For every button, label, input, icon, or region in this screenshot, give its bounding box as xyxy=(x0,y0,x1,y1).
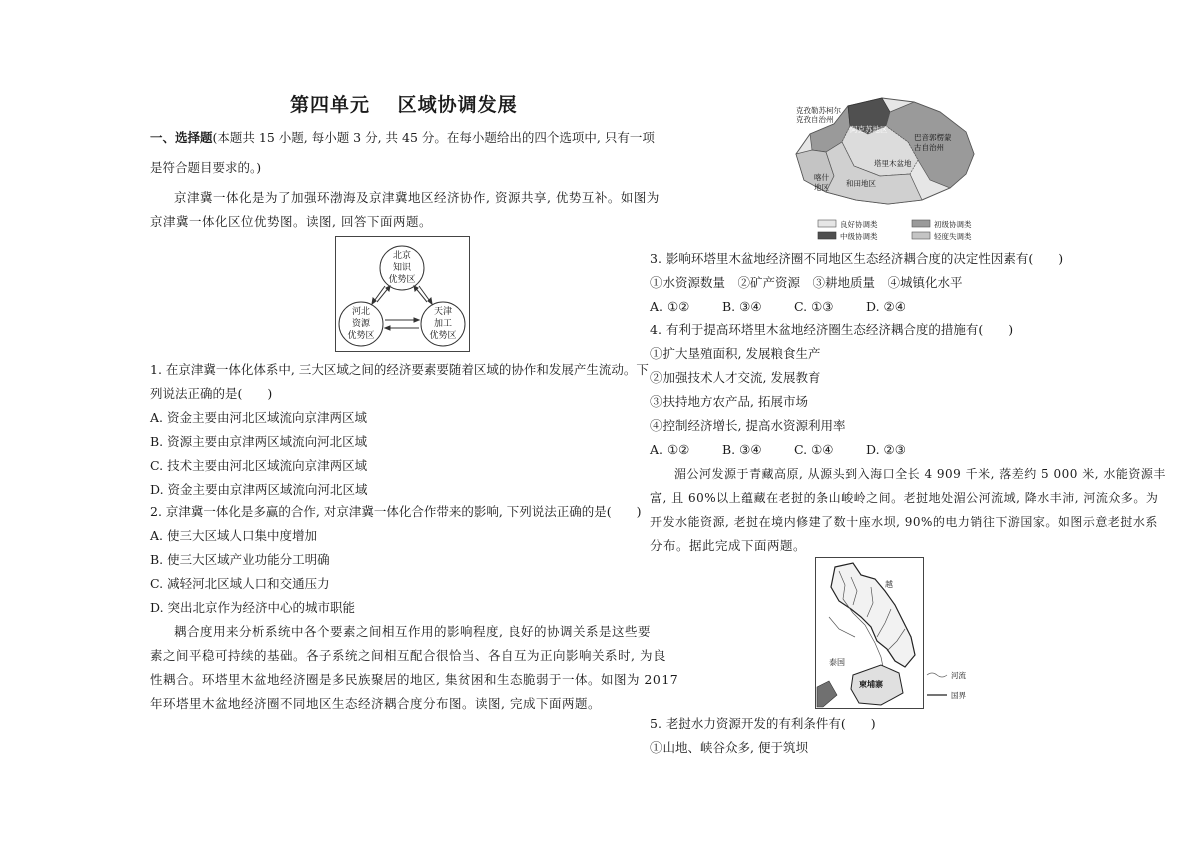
region-label: 克孜勒苏柯尔 xyxy=(796,106,841,115)
legend-label: 中级协调类 xyxy=(840,232,878,241)
q4-item: ②加强技术人才交流, 发展教育 xyxy=(650,370,821,385)
q4-item: ①扩大垦殖面积, 发展粮食生产 xyxy=(650,346,821,361)
passage2-line: 素之间平稳可持续的基础。各子系统之间相互配合很恰当、各自互为正向影响关系时, 为良 xyxy=(150,648,666,663)
map-label-cambodia: 柬埔寨 xyxy=(859,680,883,689)
q1-option-b: B. 资源主要由京津两区域流向河北区域 xyxy=(150,434,368,449)
legend-swatch-middle xyxy=(818,232,836,239)
tarim-coupling-map xyxy=(790,96,990,244)
q4-option-c: C. ①④ xyxy=(794,442,834,457)
tianjin-label: 优势区 xyxy=(429,331,457,341)
q4-item: ③扶持地方农产品, 拓展市场 xyxy=(650,394,808,409)
region-label: 塔里木盆地 xyxy=(874,159,912,168)
page-title: 第四单元 区域协调发展 xyxy=(290,94,518,116)
passage3-line: 湄公河发源于青藏高原, 从源头到入海口全长 4 909 千米, 落差约 5 000 米, 水能资源丰 xyxy=(674,467,1166,481)
legend-label: 轻度失调类 xyxy=(934,232,972,241)
region-label: 和田地区 xyxy=(846,179,876,188)
q1-stem: 1. 在京津冀一体化体系中, 三大区域之间的经济要素要随着区域的协作和发展产生流动。下 xyxy=(150,362,649,377)
q5-item: ①山地、峡谷众多, 便于筑坝 xyxy=(650,740,808,755)
section-heading: 一、选择题 xyxy=(150,130,213,145)
q4-option-a: A. ①② xyxy=(650,442,690,457)
q2-option-d: D. 突出北京作为经济中心的城市职能 xyxy=(150,600,356,615)
jingjinji-diagram-svg xyxy=(335,236,470,352)
q3-options xyxy=(650,299,906,315)
region-label: 喀什 xyxy=(814,173,829,182)
section-intro xyxy=(150,130,655,146)
legend-label: 良好协调类 xyxy=(840,220,878,229)
q3-items: ①水资源数量 ②矿产资源 ③耕地质量 ④城镇化水平 xyxy=(650,275,963,290)
q4-options xyxy=(650,442,906,458)
legend-swatch-mild xyxy=(912,232,930,239)
q3-option-c: C. ①③ xyxy=(794,299,834,314)
passage1-line: 京津冀一体化区位优势图。读图, 回答下面两题。 xyxy=(150,214,432,229)
q4-option-b: B. ③④ xyxy=(722,442,762,457)
beijing-label: 优势区 xyxy=(388,275,416,285)
q4-item: ④控制经济增长, 提高水资源利用率 xyxy=(650,418,846,433)
legend-label: 河流 xyxy=(951,671,966,680)
q4-option-d: D. ②③ xyxy=(866,442,906,457)
q3-option-a: A. ①② xyxy=(650,299,690,314)
section-desc-2: 是符合题目要求的。) xyxy=(150,160,262,175)
q1-option-a: A. 资金主要由河北区域流向京津两区域 xyxy=(150,410,367,425)
map-label-vietnam: 越 xyxy=(885,580,893,589)
q3-option-b: B. ③④ xyxy=(722,299,762,314)
legend-swatch-good xyxy=(818,220,836,227)
passage3-line: 分布。据此完成下面两题。 xyxy=(650,538,807,553)
region-label: 巴音郭楞蒙 xyxy=(914,133,952,142)
tianjin-label: 加工 xyxy=(433,319,453,329)
passage3-line: 富, 且 60%以上蕴藏在老挝的条山峻岭之间。老挝地处湄公河流域, 降水丰沛, 河流众多。为 xyxy=(650,491,1159,505)
passage2-line: 年环塔里木盆地经济圈不同地区生态经济耦合度分布图。读图, 完成下面两题。 xyxy=(150,696,601,711)
q4-stem: 4. 有利于提高环塔里木盆地经济圈生态经济耦合度的措施有( ) xyxy=(650,322,1014,337)
legend-swatch-primary xyxy=(912,220,930,227)
map-label-thailand: 泰国 xyxy=(829,658,845,667)
region-label: 阿克苏地区 xyxy=(850,125,888,134)
region-label: 克孜自治州 xyxy=(796,115,834,124)
q1-option-c: C. 技术主要由河北区域流向京津两区域 xyxy=(150,458,368,473)
legend-label: 初级协调类 xyxy=(934,220,972,229)
q2-stem: 2. 京津冀一体化是多赢的合作, 对京津冀一体化合作带来的影响, 下列说法正确的是( ) xyxy=(150,504,642,519)
beijing-label: 北京 xyxy=(392,251,412,261)
q2-option-a: A. 使三大区域人口集中度增加 xyxy=(150,528,317,543)
passage2-line: 耦合度用来分析系统中各个要素之间相互作用的影响程度, 良好的协调关系是这些要 xyxy=(174,624,651,639)
q2-option-b: B. 使三大区域产业功能分工明确 xyxy=(150,552,330,567)
q5-stem: 5. 老挝水力资源开发的有利条件有( ) xyxy=(650,716,876,731)
hebei-label: 优势区 xyxy=(347,331,375,341)
legend-river-symbol xyxy=(927,673,947,677)
laos-river-map xyxy=(815,557,985,709)
tianjin-label: 天津 xyxy=(433,307,453,317)
section-desc: (本题共 15 小题, 每小题 3 分, 共 45 分。在每小题给出的四个选项中, 只有一项 xyxy=(212,130,655,145)
q1-stem: 列说法正确的是( ) xyxy=(150,386,273,401)
tarim-map-svg xyxy=(790,96,990,244)
region-label: 古自治州 xyxy=(914,143,944,152)
passage2-line: 性耦合。环塔里木盆地经济圈是多民族聚居的地区, 集贫困和生态脆弱于一体。如图为 2017 xyxy=(150,672,679,687)
jingjinji-diagram xyxy=(335,236,470,352)
q3-option-d: D. ②④ xyxy=(866,299,906,314)
laos-map-svg xyxy=(815,557,985,709)
hebei-label: 资源 xyxy=(351,319,371,329)
beijing-label: 知识 xyxy=(392,263,412,273)
q1-option-d: D. 资金主要由京津两区域流向河北区域 xyxy=(150,482,368,497)
region-label: 地区 xyxy=(814,183,829,192)
q2-option-c: C. 减轻河北区域人口和交通压力 xyxy=(150,576,330,591)
passage3-line: 开发水能资源, 老挝在境内修建了数十座水坝, 90%的电力销往下游国家。如图示意老挝水系 xyxy=(650,515,1158,529)
passage1-line: 京津冀一体化是为了加强环渤海及京津冀地区经济协作, 资源共享, 优势互补。如图为 xyxy=(174,190,660,205)
legend-label: 国界 xyxy=(951,691,966,700)
hebei-label: 河北 xyxy=(351,307,371,317)
q3-stem: 3. 影响环塔里木盆地经济圈不同地区生态经济耦合度的决定性因素有( ) xyxy=(650,251,1064,266)
